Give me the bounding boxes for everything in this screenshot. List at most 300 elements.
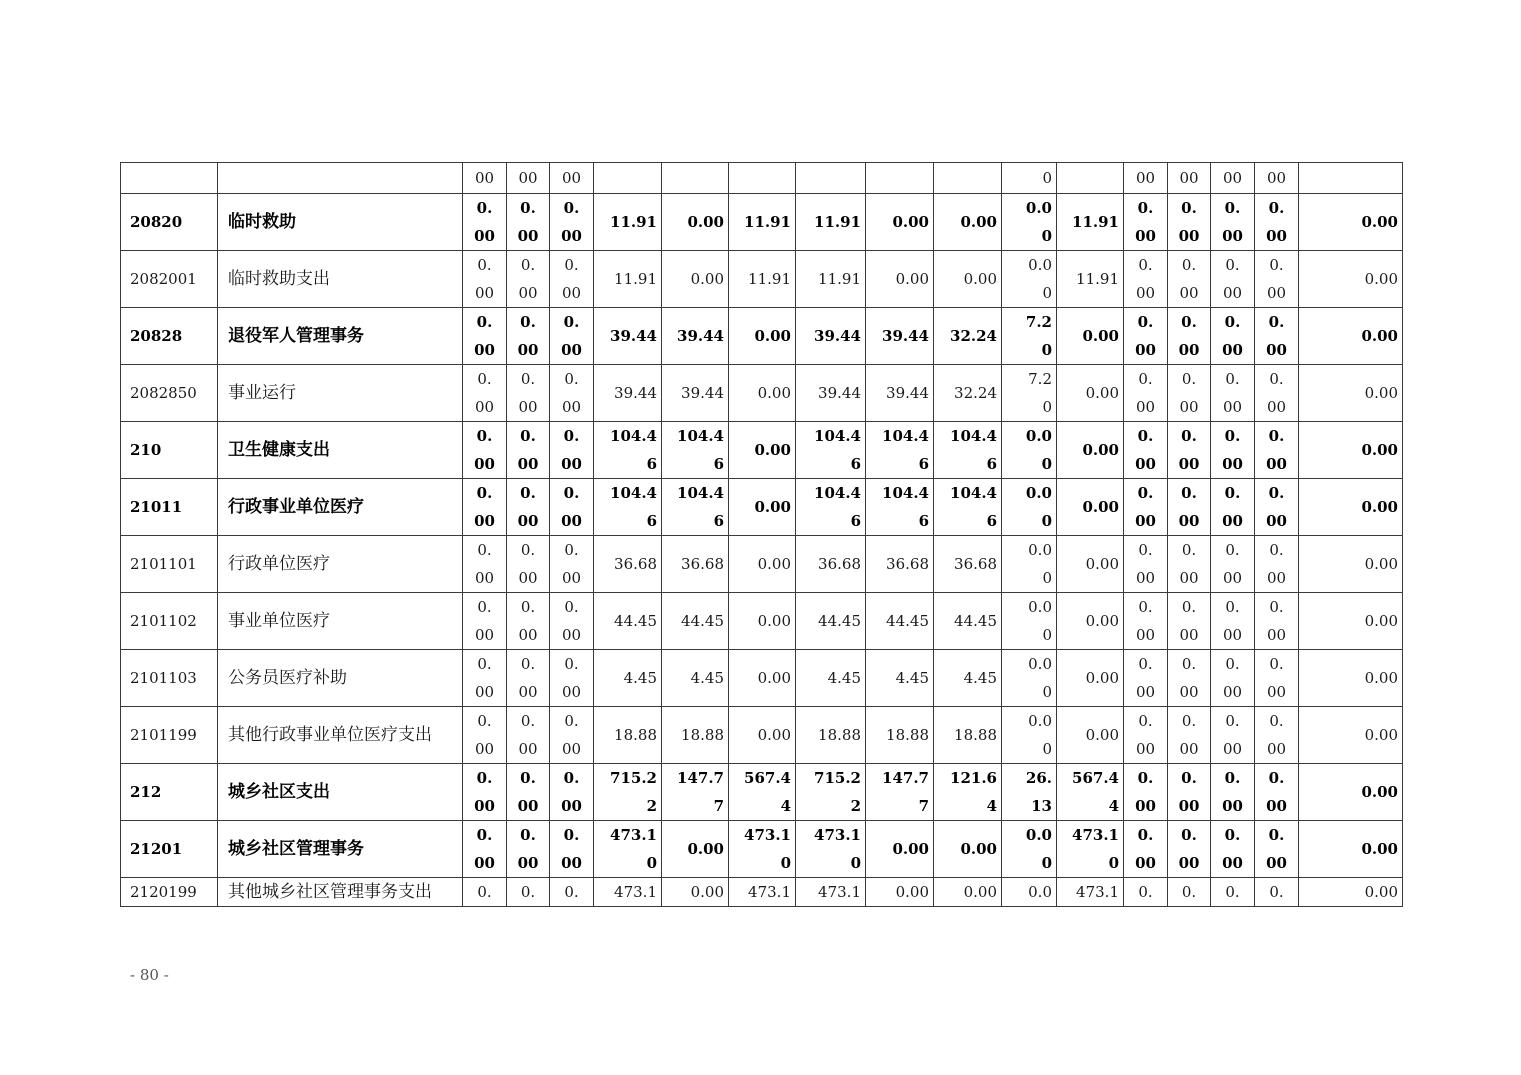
cell-line: 00 bbox=[1222, 227, 1243, 245]
row-value-cell bbox=[934, 365, 1002, 422]
cell-line: 0.00 bbox=[1361, 441, 1398, 459]
cell-line: 26. bbox=[1025, 769, 1052, 787]
row-value-cell bbox=[1255, 163, 1299, 194]
row-value-cell bbox=[1299, 163, 1403, 194]
row-value-cell bbox=[1211, 593, 1255, 650]
cell-line: 0. bbox=[476, 769, 493, 787]
row-value-cell bbox=[1124, 764, 1168, 821]
cell-line: 00 bbox=[474, 284, 495, 302]
cell-line: 00 bbox=[474, 854, 495, 872]
cell-line: 0. bbox=[476, 484, 493, 502]
cell-line: 0. bbox=[1269, 655, 1284, 673]
cell-line: 11.91 bbox=[748, 270, 791, 288]
cell-line: 00 bbox=[1178, 227, 1200, 245]
cell-line: 0. bbox=[1138, 256, 1153, 274]
row-value-cell bbox=[1255, 650, 1299, 707]
cell-line: 39.44 bbox=[814, 327, 861, 345]
row-value-cell bbox=[1124, 194, 1168, 251]
cell-line: 0. bbox=[520, 769, 536, 787]
cell-line: 39.44 bbox=[818, 384, 861, 402]
cell-line: 0. bbox=[477, 370, 492, 388]
cell-line: 0. bbox=[476, 313, 493, 331]
row-value-cell bbox=[507, 707, 550, 764]
row-name: 其他城乡社区管理事务支出 bbox=[218, 878, 463, 907]
cell-line: 00 bbox=[474, 569, 495, 587]
cell-line: 0.00 bbox=[1364, 270, 1398, 288]
row-value-cell bbox=[1002, 251, 1057, 308]
cell-line: 00 bbox=[517, 512, 539, 530]
cell-line: 00 bbox=[1266, 169, 1287, 187]
row-value-cell bbox=[1168, 251, 1211, 308]
row-value-cell bbox=[1168, 308, 1211, 365]
cell-line: 0. bbox=[1137, 427, 1154, 445]
cell-line: 00 bbox=[1178, 854, 1200, 872]
cell-line: 36.68 bbox=[954, 555, 997, 573]
row-name: 行政单位医疗 bbox=[218, 536, 463, 593]
cell-line: 00 bbox=[1135, 341, 1156, 359]
row-value-cell bbox=[1255, 194, 1299, 251]
row-value-cell bbox=[1057, 365, 1124, 422]
row-value-cell bbox=[463, 650, 507, 707]
cell-line: 0. bbox=[1225, 883, 1240, 901]
row-value-cell bbox=[1168, 593, 1211, 650]
row-value-cell bbox=[866, 821, 934, 878]
cell-line: 44.45 bbox=[886, 612, 929, 630]
cell-line: 0 bbox=[1042, 169, 1052, 187]
row-value-cell bbox=[507, 821, 550, 878]
row-value-cell bbox=[550, 764, 594, 821]
cell-line: 0 bbox=[1108, 854, 1119, 872]
cell-line: 0. bbox=[1224, 826, 1241, 844]
cell-line: 0. bbox=[1181, 313, 1197, 331]
cell-line: 0. bbox=[520, 313, 536, 331]
cell-line: 00 bbox=[1266, 455, 1287, 473]
cell-line: 715.2 bbox=[814, 769, 861, 787]
row-value-cell bbox=[594, 593, 662, 650]
row-value-cell bbox=[662, 878, 729, 907]
row-value-cell bbox=[1299, 422, 1403, 479]
row-value-cell bbox=[866, 365, 934, 422]
cell-line: 0. bbox=[1181, 484, 1197, 502]
row-value-cell bbox=[550, 536, 594, 593]
cell-line: 0. bbox=[520, 199, 536, 217]
cell-line: 0. bbox=[1225, 370, 1240, 388]
row-name: 城乡社区支出 bbox=[218, 764, 463, 821]
row-value-cell bbox=[729, 878, 796, 907]
row-value-cell bbox=[1211, 163, 1255, 194]
cell-line: 32.24 bbox=[954, 384, 997, 402]
row-value-cell bbox=[550, 650, 594, 707]
row-value-cell bbox=[507, 536, 550, 593]
cell-line: 0. bbox=[1137, 484, 1154, 502]
cell-line: 0 bbox=[1042, 683, 1052, 701]
row-value-cell bbox=[796, 650, 866, 707]
cell-line: 00 bbox=[1266, 341, 1287, 359]
cell-line: 0 bbox=[1042, 569, 1052, 587]
cell-line: 4 bbox=[1108, 797, 1119, 815]
row-value-cell bbox=[1299, 764, 1403, 821]
row-value-cell bbox=[1168, 422, 1211, 479]
row-value-cell bbox=[1002, 194, 1057, 251]
cell-line: 0.00 bbox=[1082, 498, 1119, 516]
row-value-cell bbox=[1211, 194, 1255, 251]
row-value-cell bbox=[796, 163, 866, 194]
row-name: 公务员医疗补助 bbox=[218, 650, 463, 707]
row-value-cell bbox=[662, 764, 729, 821]
cell-line: 6 bbox=[850, 455, 861, 473]
row-value-cell bbox=[1211, 365, 1255, 422]
cell-line: 0. bbox=[1268, 313, 1285, 331]
cell-line: 0.00 bbox=[757, 384, 791, 402]
row-value-cell bbox=[594, 194, 662, 251]
cell-line: 0. bbox=[1269, 883, 1284, 901]
cell-line: 7 bbox=[713, 797, 724, 815]
cell-line: 00 bbox=[474, 797, 495, 815]
row-value-cell bbox=[1211, 707, 1255, 764]
cell-line: 00 bbox=[518, 398, 538, 416]
cell-line: 0. bbox=[477, 712, 492, 730]
cell-line: 0. bbox=[564, 256, 579, 274]
cell-line: 0. bbox=[1224, 313, 1241, 331]
row-value-cell bbox=[1299, 707, 1403, 764]
row-value-cell bbox=[507, 422, 550, 479]
cell-line: 00 bbox=[1135, 740, 1156, 758]
cell-line: 00 bbox=[1222, 569, 1243, 587]
row-value-cell bbox=[934, 593, 1002, 650]
cell-line: 0.00 bbox=[960, 840, 997, 858]
cell-line: 18.88 bbox=[614, 726, 657, 744]
row-value-cell bbox=[729, 163, 796, 194]
row-value-cell bbox=[729, 536, 796, 593]
row-value-cell bbox=[1002, 593, 1057, 650]
cell-line: 0. bbox=[1225, 541, 1240, 559]
row-value-cell bbox=[594, 163, 662, 194]
row-value-cell bbox=[866, 593, 934, 650]
cell-line: 0. bbox=[1138, 883, 1153, 901]
cell-line: 7.2 bbox=[1028, 370, 1052, 388]
row-value-cell bbox=[550, 821, 594, 878]
row-value-cell bbox=[1255, 308, 1299, 365]
cell-line: 0.00 bbox=[687, 213, 724, 231]
cell-line: 00 bbox=[561, 740, 582, 758]
cell-line: 00 bbox=[518, 284, 538, 302]
cell-line: 00 bbox=[474, 683, 495, 701]
row-value-cell bbox=[1255, 422, 1299, 479]
row-value-cell bbox=[1124, 422, 1168, 479]
row-value-cell bbox=[550, 878, 594, 907]
row-code: 2082001 bbox=[121, 251, 218, 308]
row-value-cell bbox=[1002, 650, 1057, 707]
row-value-cell bbox=[1255, 821, 1299, 878]
cell-line: 0. bbox=[1224, 484, 1241, 502]
cell-line: 104.4 bbox=[677, 427, 724, 445]
row-value-cell bbox=[507, 650, 550, 707]
cell-line: 00 bbox=[1266, 626, 1287, 644]
row-value-cell bbox=[1124, 479, 1168, 536]
row-value-cell bbox=[1255, 878, 1299, 907]
row-value-cell bbox=[463, 764, 507, 821]
row-value-cell bbox=[594, 878, 662, 907]
cell-line: 00 bbox=[1266, 227, 1287, 245]
cell-line: 0. bbox=[520, 541, 536, 559]
cell-line: 2 bbox=[850, 797, 861, 815]
cell-line: 44.45 bbox=[954, 612, 997, 630]
row-value-cell bbox=[463, 878, 507, 907]
table-row bbox=[121, 650, 1403, 707]
row-value-cell bbox=[507, 308, 550, 365]
cell-line: 00 bbox=[518, 683, 538, 701]
cell-line: 0. bbox=[476, 427, 493, 445]
row-value-cell bbox=[463, 536, 507, 593]
cell-line: 00 bbox=[561, 341, 582, 359]
cell-line: 0. bbox=[1181, 256, 1197, 274]
row-value-cell bbox=[1211, 251, 1255, 308]
row-value-cell bbox=[866, 707, 934, 764]
cell-line: 00 bbox=[1266, 569, 1287, 587]
cell-line: 4.45 bbox=[963, 669, 997, 687]
cell-line: 0.00 bbox=[1364, 555, 1398, 573]
cell-line: 0. bbox=[1269, 541, 1284, 559]
cell-line: 36.68 bbox=[681, 555, 724, 573]
row-value-cell bbox=[1124, 593, 1168, 650]
row-value-cell bbox=[1299, 593, 1403, 650]
row-value-cell bbox=[1299, 194, 1403, 251]
cell-line: 0.00 bbox=[1085, 555, 1119, 573]
cell-line: 0.00 bbox=[1364, 883, 1398, 901]
cell-line: 11.91 bbox=[1076, 270, 1119, 288]
row-name: 退役军人管理事务 bbox=[218, 308, 463, 365]
cell-line: 0. bbox=[1269, 256, 1284, 274]
row-value-cell bbox=[550, 308, 594, 365]
table-row bbox=[121, 163, 1403, 194]
cell-line: 0 bbox=[1041, 227, 1052, 245]
table-row bbox=[121, 422, 1403, 479]
row-value-cell bbox=[1057, 479, 1124, 536]
row-value-cell bbox=[1057, 878, 1124, 907]
cell-line: 0. bbox=[477, 598, 492, 616]
row-value-cell bbox=[934, 479, 1002, 536]
row-value-cell bbox=[729, 707, 796, 764]
row-value-cell bbox=[1057, 251, 1124, 308]
cell-line: 0. bbox=[1138, 541, 1153, 559]
row-value-cell bbox=[1211, 650, 1255, 707]
cell-line: 0. bbox=[563, 199, 580, 217]
cell-line: 0. bbox=[1181, 826, 1197, 844]
cell-line: 0 bbox=[1041, 455, 1052, 473]
cell-line: 0.0 bbox=[1028, 655, 1052, 673]
row-value-cell bbox=[1168, 365, 1211, 422]
cell-line: 0.0 bbox=[1028, 712, 1052, 730]
cell-line: 00 bbox=[1135, 797, 1156, 815]
table-row bbox=[121, 251, 1403, 308]
cell-line: 0.0 bbox=[1025, 826, 1052, 844]
cell-line: 00 bbox=[474, 740, 495, 758]
cell-line: 00 bbox=[1266, 398, 1287, 416]
cell-line: 0. bbox=[477, 655, 492, 673]
row-value-cell bbox=[662, 194, 729, 251]
cell-line: 0.0 bbox=[1028, 883, 1052, 901]
row-value-cell bbox=[463, 308, 507, 365]
row-value-cell bbox=[507, 593, 550, 650]
row-value-cell bbox=[1168, 821, 1211, 878]
cell-line: 0. bbox=[1138, 655, 1153, 673]
cell-line: 0. bbox=[1181, 655, 1197, 673]
row-value-cell bbox=[1057, 593, 1124, 650]
cell-line: 0. bbox=[1137, 769, 1154, 787]
row-value-cell bbox=[934, 194, 1002, 251]
row-code: 2101199 bbox=[121, 707, 218, 764]
row-value-cell bbox=[550, 707, 594, 764]
table-row bbox=[121, 707, 1403, 764]
cell-line: 0. bbox=[1224, 199, 1241, 217]
cell-line: 0. bbox=[1181, 769, 1197, 787]
cell-line: 0. bbox=[477, 883, 492, 901]
row-value-cell bbox=[550, 479, 594, 536]
row-value-cell bbox=[1168, 707, 1211, 764]
cell-line: 0. bbox=[1268, 199, 1285, 217]
cell-line: 18.88 bbox=[818, 726, 861, 744]
row-code: 20828 bbox=[121, 308, 218, 365]
cell-line: 00 bbox=[561, 797, 582, 815]
row-value-cell bbox=[1057, 764, 1124, 821]
cell-line: 104.4 bbox=[610, 484, 657, 502]
row-value-cell bbox=[796, 707, 866, 764]
cell-line: 00 bbox=[474, 341, 495, 359]
cell-line: 473.1 bbox=[818, 883, 861, 901]
row-value-cell bbox=[662, 365, 729, 422]
table-row bbox=[121, 764, 1403, 821]
cell-line: 36.68 bbox=[614, 555, 657, 573]
cell-line: 0. bbox=[1137, 826, 1154, 844]
row-value-cell bbox=[507, 878, 550, 907]
row-value-cell bbox=[934, 707, 1002, 764]
row-value-cell bbox=[934, 308, 1002, 365]
row-value-cell bbox=[1211, 821, 1255, 878]
row-code: 210 bbox=[121, 422, 218, 479]
cell-line: 0. bbox=[1225, 256, 1240, 274]
cell-line: 104.4 bbox=[950, 427, 997, 445]
row-code: 21011 bbox=[121, 479, 218, 536]
cell-line: 18.88 bbox=[954, 726, 997, 744]
cell-line: 00 bbox=[561, 284, 582, 302]
cell-line: 0.00 bbox=[963, 883, 997, 901]
row-value-cell bbox=[550, 163, 594, 194]
cell-line: 6 bbox=[986, 512, 997, 530]
row-value-cell bbox=[1255, 764, 1299, 821]
cell-line: 0.00 bbox=[757, 555, 791, 573]
cell-line: 32.24 bbox=[950, 327, 997, 345]
row-value-cell bbox=[1124, 707, 1168, 764]
row-value-cell bbox=[1124, 878, 1168, 907]
cell-line: 00 bbox=[518, 740, 538, 758]
row-value-cell bbox=[729, 194, 796, 251]
cell-line: 0 bbox=[1042, 398, 1052, 416]
cell-line: 39.44 bbox=[882, 327, 929, 345]
row-value-cell bbox=[866, 878, 934, 907]
row-value-cell bbox=[1124, 163, 1168, 194]
row-value-cell bbox=[662, 821, 729, 878]
cell-line: 6 bbox=[646, 455, 657, 473]
cell-line: 11.91 bbox=[1072, 213, 1119, 231]
cell-line: 0. bbox=[564, 370, 579, 388]
cell-line: 0.00 bbox=[892, 213, 929, 231]
row-value-cell bbox=[1124, 251, 1168, 308]
row-value-cell bbox=[796, 251, 866, 308]
row-value-cell bbox=[1255, 251, 1299, 308]
row-name: 临时救助支出 bbox=[218, 251, 463, 308]
cell-line: 00 bbox=[1266, 854, 1287, 872]
cell-line: 4.45 bbox=[827, 669, 861, 687]
cell-line: 00 bbox=[1135, 854, 1156, 872]
cell-line: 00 bbox=[561, 512, 582, 530]
cell-line: 0. bbox=[1269, 712, 1284, 730]
table-row bbox=[121, 365, 1403, 422]
cell-line: 473.1 bbox=[1072, 826, 1119, 844]
row-value-cell bbox=[507, 163, 550, 194]
row-value-cell bbox=[594, 422, 662, 479]
row-code: 2101102 bbox=[121, 593, 218, 650]
cell-line: 00 bbox=[561, 227, 582, 245]
row-value-cell bbox=[1255, 479, 1299, 536]
cell-line: 0. bbox=[1268, 484, 1285, 502]
cell-line: 0.00 bbox=[1361, 783, 1398, 801]
row-value-cell bbox=[594, 650, 662, 707]
row-name bbox=[218, 163, 463, 194]
cell-line: 00 bbox=[1179, 169, 1199, 187]
cell-line: 0.0 bbox=[1028, 256, 1052, 274]
row-value-cell bbox=[662, 422, 729, 479]
cell-line: 147.7 bbox=[677, 769, 724, 787]
cell-line: 0. bbox=[1138, 370, 1153, 388]
cell-line: 4 bbox=[780, 797, 791, 815]
cell-line: 0. bbox=[476, 199, 493, 217]
cell-line: 00 bbox=[561, 854, 582, 872]
row-value-cell bbox=[1002, 878, 1057, 907]
row-value-cell bbox=[729, 650, 796, 707]
cell-line: 104.4 bbox=[814, 484, 861, 502]
cell-line: 0. bbox=[1181, 712, 1197, 730]
cell-line: 11.91 bbox=[818, 270, 861, 288]
row-value-cell bbox=[1211, 308, 1255, 365]
row-code: 20820 bbox=[121, 194, 218, 251]
cell-line: 0.00 bbox=[757, 612, 791, 630]
row-code: 2120199 bbox=[121, 878, 218, 907]
row-value-cell bbox=[1057, 707, 1124, 764]
cell-line: 6 bbox=[986, 455, 997, 473]
cell-line: 00 bbox=[474, 512, 495, 530]
cell-line: 39.44 bbox=[677, 327, 724, 345]
cell-line: 13 bbox=[1031, 797, 1052, 815]
cell-line: 00 bbox=[1222, 797, 1243, 815]
row-value-cell bbox=[796, 308, 866, 365]
row-value-cell bbox=[1255, 536, 1299, 593]
row-value-cell bbox=[550, 194, 594, 251]
row-value-cell bbox=[866, 163, 934, 194]
row-value-cell bbox=[1299, 536, 1403, 593]
cell-line: 0.00 bbox=[1364, 726, 1398, 744]
row-name: 事业单位医疗 bbox=[218, 593, 463, 650]
cell-line: 104.4 bbox=[610, 427, 657, 445]
cell-line: 0. bbox=[1138, 712, 1153, 730]
cell-line: 00 bbox=[1135, 683, 1156, 701]
row-value-cell bbox=[1057, 308, 1124, 365]
cell-line: 0. bbox=[1269, 598, 1284, 616]
table-row bbox=[121, 308, 1403, 365]
row-value-cell bbox=[1211, 422, 1255, 479]
row-value-cell bbox=[1168, 194, 1211, 251]
cell-line: 104.4 bbox=[814, 427, 861, 445]
row-value-cell bbox=[866, 308, 934, 365]
